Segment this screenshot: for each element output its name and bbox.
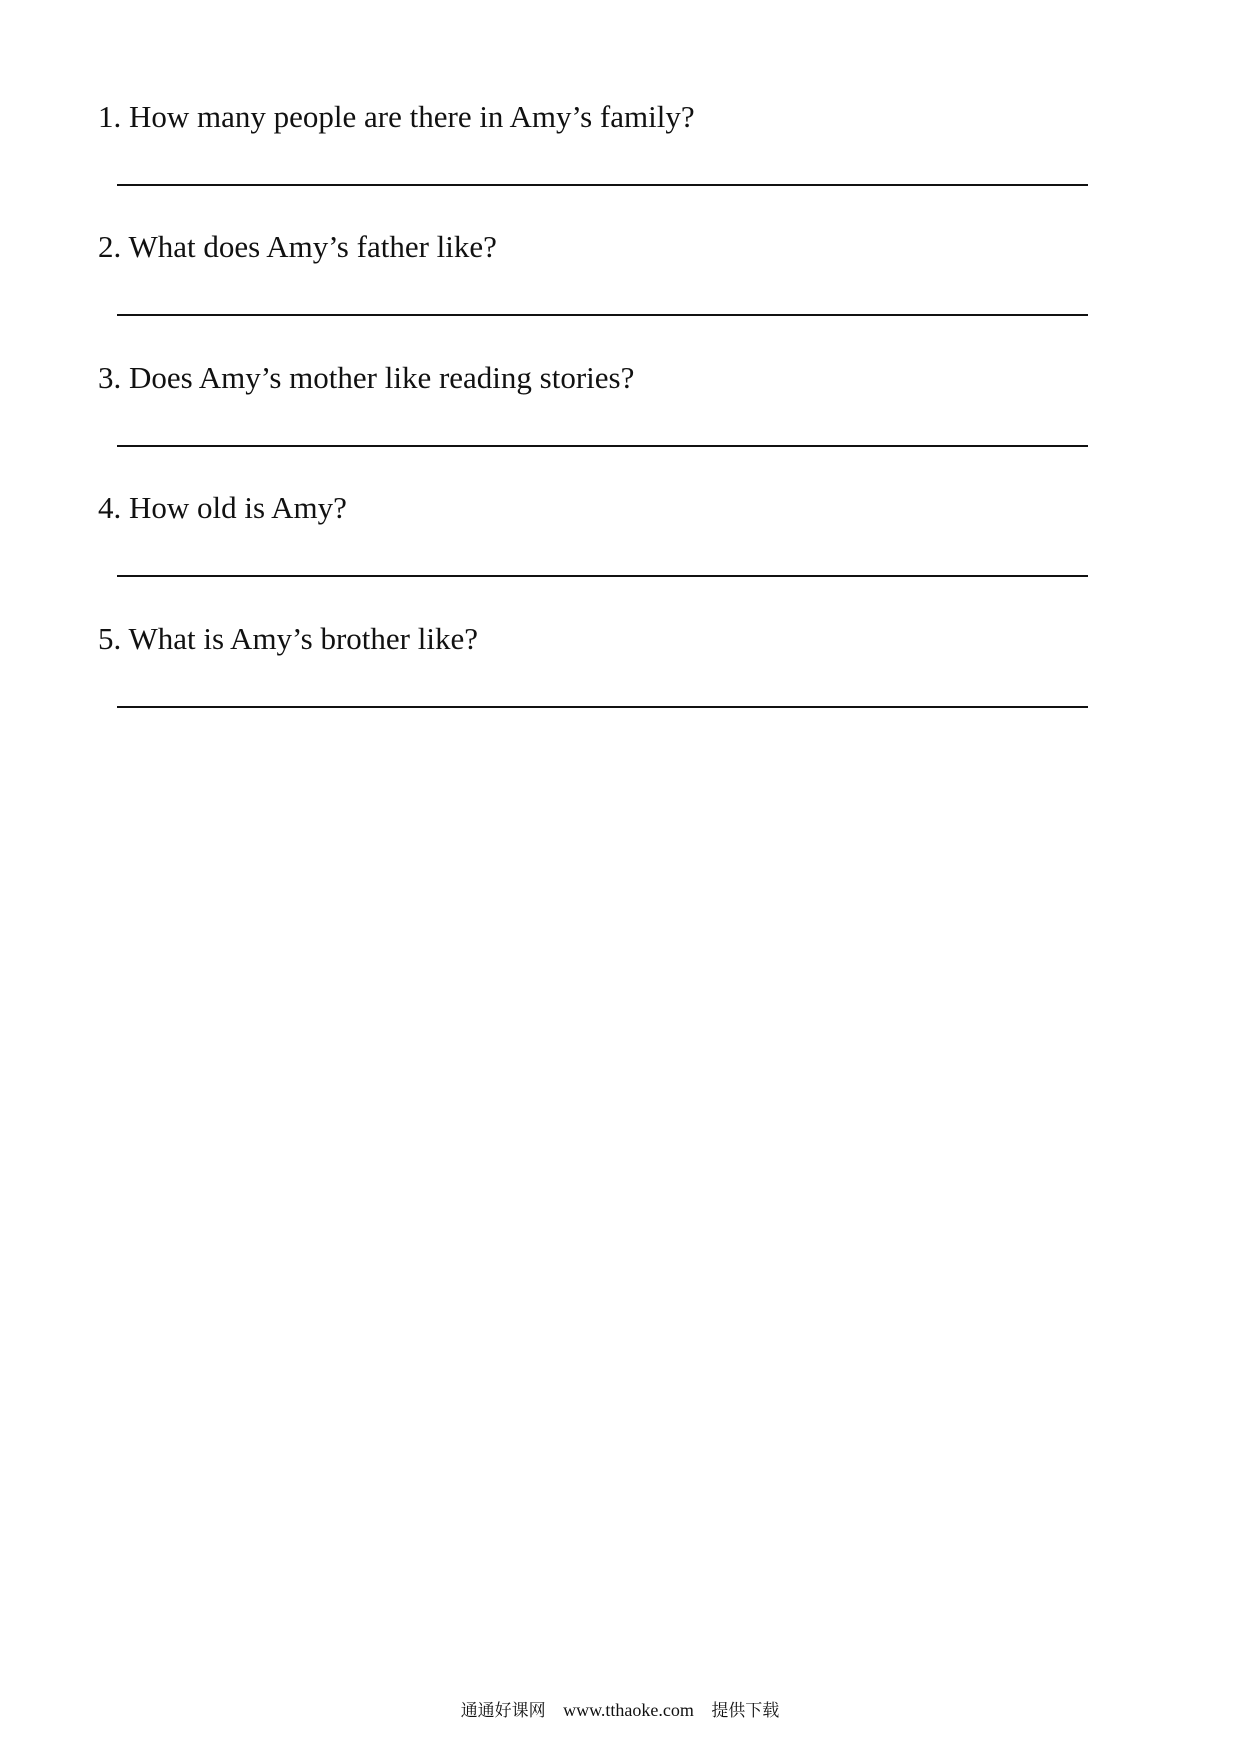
question-2-prompt: What does Amy’s father like? — [128, 229, 497, 264]
question-3-prompt: Does Amy’s mother like reading stories? — [129, 360, 635, 395]
question-1 — [0, 97, 1240, 227]
question-4-text — [98, 488, 347, 528]
question-2 — [0, 227, 1240, 357]
answer-line-3[interactable] — [117, 445, 1088, 447]
question-3 — [0, 358, 1240, 488]
question-4-number: 4. — [98, 490, 122, 525]
question-5 — [0, 619, 1240, 749]
question-4 — [0, 488, 1240, 618]
question-1-text — [98, 97, 695, 137]
footer-suffix: 提供下载 — [711, 1701, 780, 1721]
question-3-text — [98, 358, 634, 398]
answer-line-1[interactable] — [117, 184, 1088, 186]
question-1-prompt: How many people are there in Amy’s family? — [129, 99, 695, 134]
question-5-number: 5. — [98, 621, 122, 656]
footer-url-link[interactable]: www.tthaoke.com — [563, 1700, 694, 1720]
footer-site-name: 通通好课网 — [460, 1701, 546, 1721]
question-3-number: 3. — [98, 360, 122, 395]
question-2-number: 2. — [98, 229, 122, 264]
page-footer — [0, 1698, 1240, 1723]
question-5-text — [98, 619, 478, 659]
question-5-prompt: What is Amy’s brother like? — [128, 621, 478, 656]
answer-line-2[interactable] — [117, 314, 1088, 316]
question-4-prompt: How old is Amy? — [129, 490, 347, 525]
question-1-number: 1. — [98, 99, 122, 134]
answer-line-4[interactable] — [117, 575, 1088, 577]
answer-line-5[interactable] — [117, 706, 1088, 708]
question-2-text — [98, 227, 497, 267]
